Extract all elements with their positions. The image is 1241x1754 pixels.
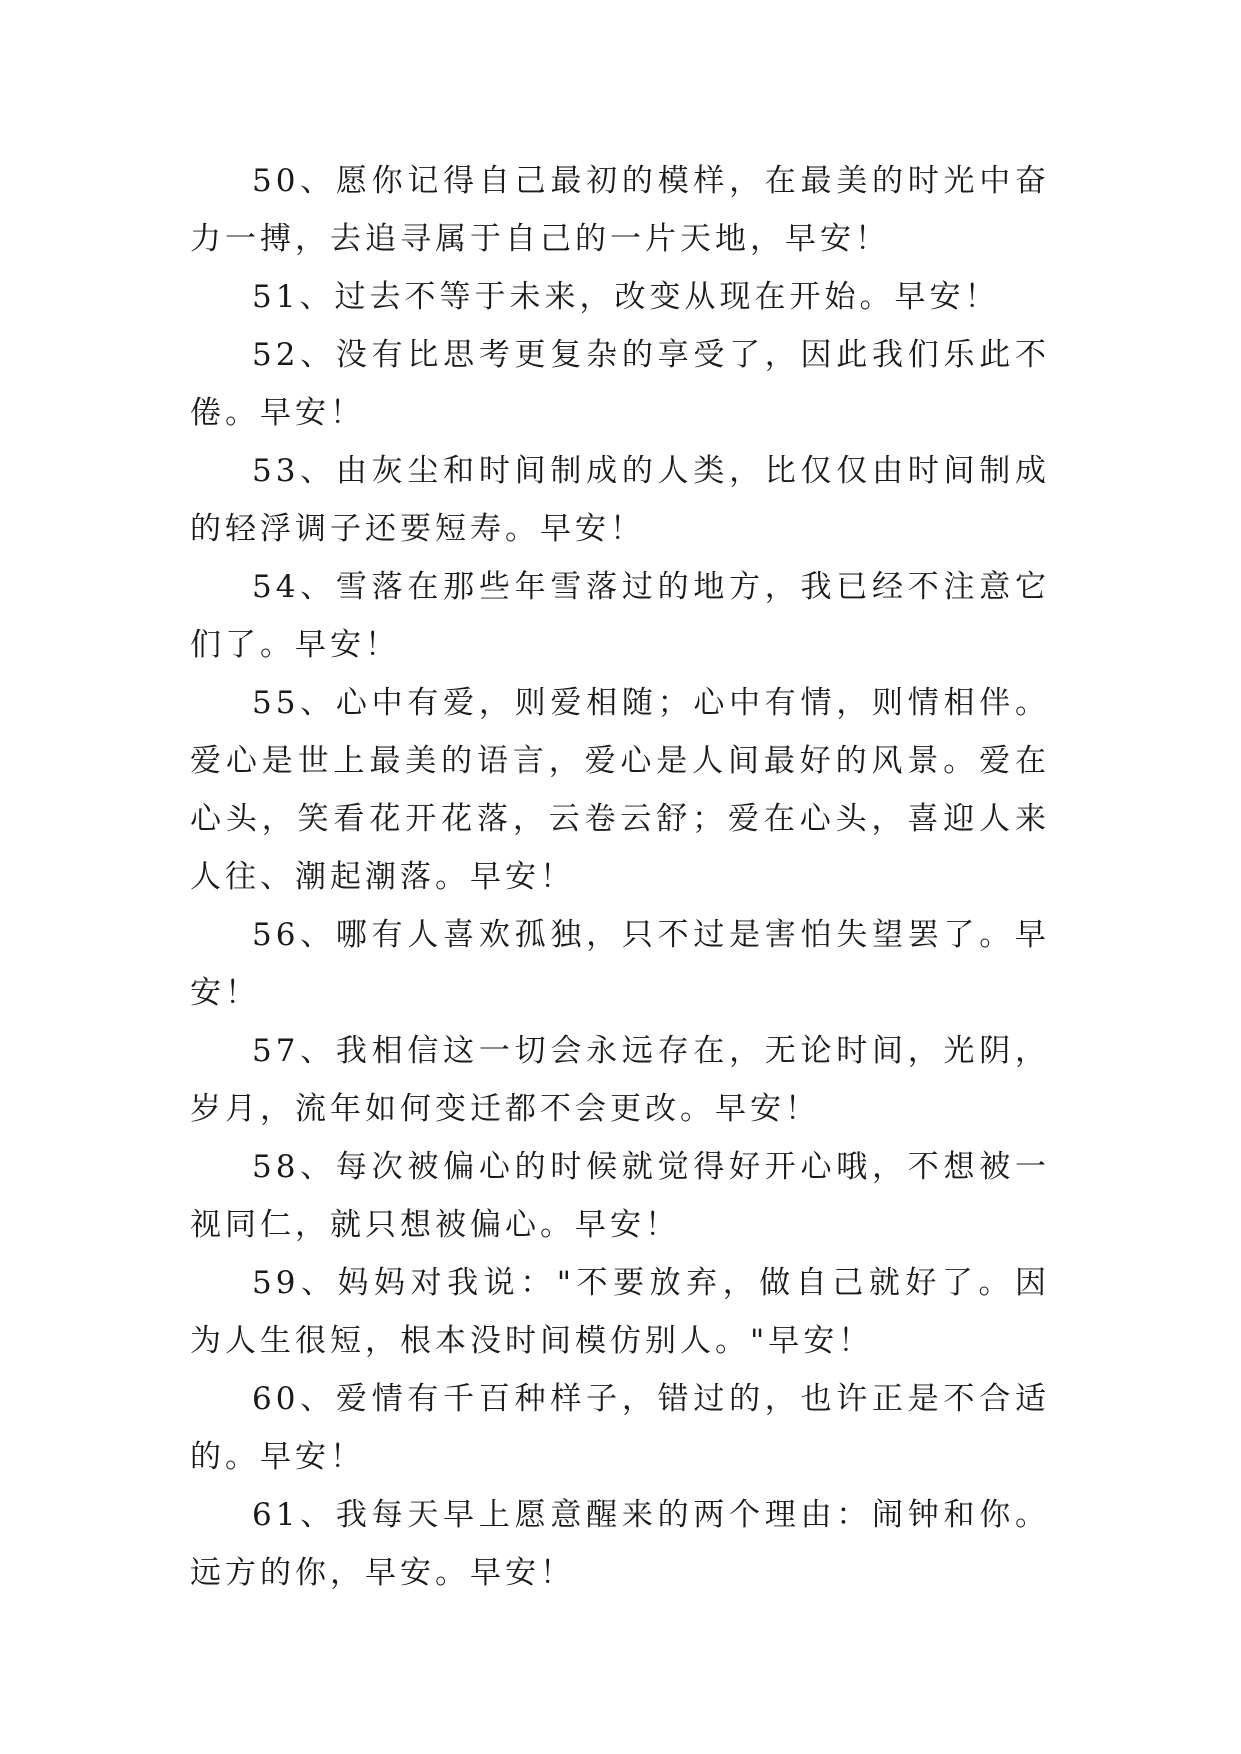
paragraph-56: 56、哪有人喜欢孤独，只不过是害怕失望罢了。早安！ bbox=[190, 917, 1050, 1011]
paragraph-60: 60、爱情有千百种样子，错过的，也许正是不合适的。早安！ bbox=[190, 1381, 1050, 1475]
paragraph-58: 58、每次被偏心的时候就觉得好开心哦，不想被一视同仁，就只想被偏心。早安！ bbox=[190, 1149, 1050, 1243]
paragraph-53: 53、由灰尘和时间制成的人类，比仅仅由时间制成的轻浮调子还要短寿。早安！ bbox=[190, 453, 1050, 547]
paragraph-57: 57、我相信这一切会永远存在，无论时间，光阴，岁月，流年如何变迁都不会更改。早安！ bbox=[190, 1033, 1050, 1127]
paragraph-55: 55、心中有爱，则爱相随；心中有情，则情相伴。爱心是世上最美的语言，爱心是人间最好的风景。爱在心头，笑看花开花落，云卷云舒；爱在心头，喜迎人来人往、潮起潮落。早安！ bbox=[190, 685, 1050, 895]
document-body bbox=[190, 152, 1050, 1602]
paragraph-51: 51、过去不等于未来，改变从现在开始。早安！ bbox=[252, 279, 1000, 315]
paragraph-61: 61、我每天早上愿意醒来的两个理由：闹钟和你。远方的你，早安。早安！ bbox=[190, 1497, 1050, 1591]
paragraph-59: 59、妈妈对我说："不要放弃，做自己就好了。因为人生很短，根本没时间模仿别人。"早安！ bbox=[190, 1265, 1050, 1359]
paragraph-52: 52、没有比思考更复杂的享受了，因此我们乐此不倦。早安！ bbox=[190, 337, 1050, 431]
paragraph-54: 54、雪落在那些年雪落过的地方，我已经不注意它们了。早安！ bbox=[190, 569, 1050, 663]
paragraph-50: 50、愿你记得自己最初的模样，在最美的时光中奋力一搏，去追寻属于自己的一片天地，早安！ bbox=[190, 163, 1050, 257]
